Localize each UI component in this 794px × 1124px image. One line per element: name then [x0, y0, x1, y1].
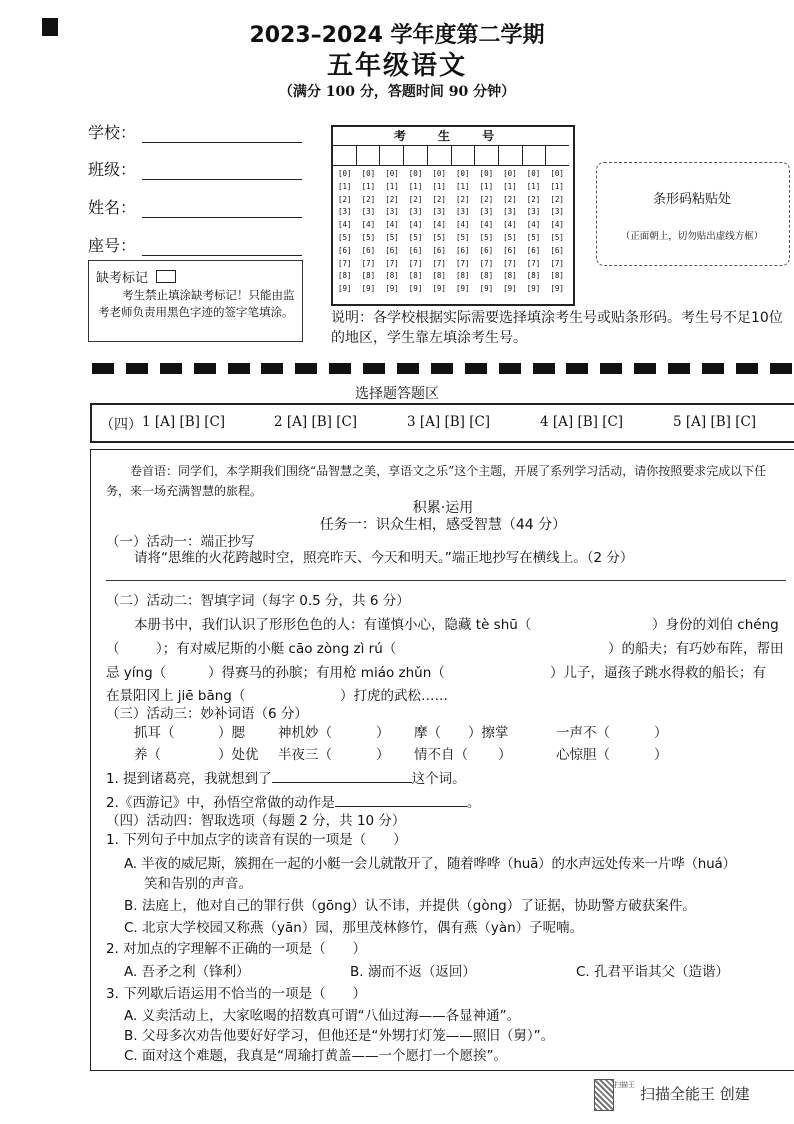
act4-q3-option-a: A. 义卖活动上，大家吆喝的招数真可谓“八仙过海——各显神通”。	[124, 1008, 521, 1024]
digit-bubble[interactable]: [8]	[503, 271, 517, 281]
task-title: 任务一：识众生相，感受智慧（44 分）	[319, 517, 567, 533]
digit-bubble[interactable]: [9]	[408, 284, 423, 294]
digit-bubble[interactable]: [7]	[526, 258, 541, 268]
digit-bubble[interactable]: [1]	[526, 181, 541, 191]
idiom-7a: 情不自（	[414, 747, 468, 763]
activity-3-title: （三）活动三：妙补词语（6 分）	[106, 706, 308, 722]
act3-question-2	[106, 791, 480, 811]
idiom-2a: 神机妙（	[278, 725, 332, 741]
idiom-4b: ）	[654, 725, 668, 741]
activity-2-line-3c: ）儿子，逼孩子跳水得救的船长；有	[550, 665, 766, 681]
digit-write-cell[interactable]	[452, 146, 476, 166]
digit-bubble[interactable]: [4]	[408, 220, 423, 230]
activity-2-line-1b: ）身份的刘伯 chéng	[652, 617, 779, 633]
student-number-bubble-grid	[333, 168, 569, 296]
class-label: 班级：	[88, 160, 137, 179]
digit-bubble[interactable]: [8]	[408, 271, 423, 281]
activity-2-title: （二）活动二：智填字词（每字 0.5 分，共 6 分）	[106, 593, 410, 609]
activity-2-line-2a: （	[106, 641, 120, 657]
digit-bubble[interactable]: [3]	[503, 207, 517, 217]
digit-bubble[interactable]: [2]	[550, 194, 564, 204]
absent-mark-text: 考生禁止填涂缺考标记！只能由监考老师负责用黑色字迹的签字笔填涂。	[98, 288, 295, 319]
digit-bubble[interactable]: [8]	[432, 271, 446, 281]
act4-q1: 1. 下列句子中加点字的读音有误的一项是（ ）	[106, 832, 407, 848]
digit-bubble[interactable]: [3]	[455, 207, 470, 217]
digit-bubble[interactable]: [2]	[526, 194, 541, 204]
selection-area-title: 选择题答题区	[355, 386, 439, 402]
absent-mark-title	[96, 267, 176, 286]
digit-bubble[interactable]: [4]	[550, 220, 564, 230]
selection-section-label: （四）	[100, 417, 142, 433]
barcode-note: （正面朝上，切勿贴出虚线方框）	[620, 231, 764, 242]
digit-bubble[interactable]: [0]	[338, 169, 352, 178]
act4-q3-option-b: B. 父母多次劝告他要好好学习，但他还是“外甥打灯笼——照旧（舅）”。	[124, 1028, 555, 1044]
class-line[interactable]	[142, 165, 302, 180]
idiom-6b: ）	[376, 747, 390, 763]
exam-info: （满分 100 分，答题时间 90 分钟）	[278, 84, 516, 100]
digit-bubble[interactable]: [6]	[385, 245, 399, 255]
digit-bubble[interactable]: [4]	[361, 220, 376, 230]
activity-2-line-4b: ）打虎的武松……	[340, 688, 448, 704]
digit-bubble[interactable]: [5]	[408, 232, 423, 242]
digit-bubble[interactable]: [8]	[361, 271, 376, 281]
digit-bubble[interactable]: [7]	[338, 258, 352, 268]
digit-bubble[interactable]: [4]	[526, 220, 541, 230]
digit-write-cell[interactable]	[357, 146, 381, 166]
seat-line[interactable]	[142, 241, 302, 256]
digit-write-cell[interactable]	[475, 146, 499, 166]
digit-bubble[interactable]: [9]	[550, 284, 564, 294]
digit-bubble[interactable]: [6]	[408, 245, 423, 255]
activity-4-title: （四）活动四：智取选项（每题 2 分，共 10 分）	[106, 813, 406, 829]
idiom-5a: 养（	[134, 747, 161, 763]
digit-bubble[interactable]: [5]	[550, 232, 564, 242]
digit-bubble[interactable]: [2]	[479, 194, 494, 204]
digit-bubble[interactable]: [4]	[479, 220, 494, 230]
barcode-title: 条形码粘贴处	[652, 192, 731, 207]
digit-bubble[interactable]: [5]	[455, 232, 470, 242]
digit-bubble[interactable]: [1]	[455, 181, 470, 191]
act3-q1-text: 1. 提到诸葛亮，我就想到了	[106, 771, 272, 787]
digit-bubble[interactable]: [7]	[385, 258, 399, 268]
digit-bubble[interactable]: [6]	[550, 245, 564, 255]
student-number-column	[545, 168, 569, 296]
answer-row-4[interactable]: 4 [A] [B] [C]	[540, 414, 624, 430]
student-number-column	[522, 168, 546, 296]
exam-subject-title: 五年级语文	[326, 51, 467, 81]
act3-q1-end: 这个词。	[411, 771, 466, 787]
digit-bubble[interactable]: [5]	[526, 232, 541, 242]
act4-q2: 2. 对加点的字理解不正确的一项是（ ）	[106, 941, 367, 957]
act4-q1-option-c: C. 北京大学校园又称燕（yān）园，那里茂林修竹，偶有燕（yàn）子呢喃。	[124, 920, 584, 936]
digit-bubble[interactable]: [9]	[338, 284, 352, 294]
digit-write-cell[interactable]	[523, 146, 547, 166]
digit-bubble[interactable]: [5]	[479, 232, 494, 242]
digit-bubble[interactable]: [4]	[455, 220, 470, 230]
school-field[interactable]	[88, 120, 302, 143]
digit-write-cell[interactable]	[404, 146, 428, 166]
preface-text: 卷首语：同学们，本学期我们围绕“品智慧之美，享语文之乐”这个主题，开展了系列学习活动，请你按照要求完成以下任务，来一场充满智慧的旅程。	[106, 464, 767, 498]
activity-2-line-2c: ）的船夫；有巧妙布阵，帮田	[608, 641, 784, 657]
act3-q2-end: 。	[466, 795, 481, 811]
digit-bubble[interactable]: [8]	[385, 271, 399, 281]
digit-bubble[interactable]: [0]	[550, 169, 564, 178]
digit-write-cell[interactable]	[333, 146, 357, 166]
digit-write-cell[interactable]	[546, 146, 569, 166]
digit-bubble[interactable]: [0]	[503, 169, 517, 178]
digit-bubble[interactable]: [0]	[526, 169, 541, 178]
school-line[interactable]	[142, 128, 302, 143]
digit-bubble[interactable]: [7]	[455, 258, 470, 268]
digit-bubble[interactable]: [2]	[361, 194, 376, 204]
idiom-1b: ）腮	[218, 725, 245, 741]
act4-q3-option-c: C. 面对这个难题，我真是“周瑜打黄盖——一个愿打一个愿挨”。	[124, 1048, 507, 1064]
digit-bubble[interactable]: [9]	[526, 284, 541, 294]
digit-bubble[interactable]: [8]	[526, 271, 541, 281]
digit-bubble[interactable]: [6]	[455, 245, 470, 255]
activity-2-line-2b: ）；有对威尼斯的小艇 cāo zòng zì rú（	[156, 641, 397, 657]
digit-bubble[interactable]: [0]	[408, 169, 423, 178]
answer-row-3[interactable]: 3 [A] [B] [C]	[407, 414, 491, 430]
idiom-5b: ）处优	[218, 747, 259, 763]
cut-line	[92, 363, 792, 375]
answer-row-2[interactable]: 2 [A] [B] [C]	[274, 414, 358, 430]
scanner-qr-icon	[594, 1079, 614, 1111]
digit-bubble[interactable]: [6]	[479, 245, 494, 255]
digit-bubble[interactable]: [0]	[385, 169, 399, 178]
digit-bubble[interactable]: [7]	[432, 258, 446, 268]
act3-q2-blank[interactable]	[335, 794, 467, 807]
act3-q1-blank[interactable]	[272, 770, 412, 783]
answer-row-5[interactable]: 5 [A] [B] [C]	[673, 414, 757, 430]
act3-question-1	[106, 767, 466, 787]
name-field[interactable]	[88, 195, 302, 218]
idiom-8b: ）	[654, 747, 668, 763]
digit-bubble[interactable]: [2]	[503, 194, 517, 204]
digit-bubble[interactable]: [1]	[503, 181, 517, 191]
digit-bubble[interactable]: [9]	[455, 284, 470, 294]
digit-bubble[interactable]: [8]	[338, 271, 352, 281]
digit-bubble[interactable]: [1]	[550, 181, 564, 191]
digit-bubble[interactable]: [6]	[338, 245, 352, 255]
digit-bubble[interactable]: [8]	[455, 271, 470, 281]
digit-bubble[interactable]: [6]	[526, 245, 541, 255]
instructions-note: 说明：各学校根据实际需要选择填涂考生号或贴条形码。考生号不足10位的地区，学生靠左填涂考生号。	[331, 310, 783, 346]
digit-bubble[interactable]: [3]	[479, 207, 494, 217]
idiom-7b: ）	[498, 747, 512, 763]
student-number-column	[333, 168, 357, 296]
digit-bubble[interactable]: [9]	[503, 284, 517, 294]
idiom-3a: 摩（	[414, 725, 441, 741]
act4-q3: 3. 下列歇后语运用不恰当的一项是（ ）	[106, 986, 367, 1002]
digit-bubble[interactable]: [3]	[408, 207, 423, 217]
digit-bubble[interactable]: [9]	[385, 284, 399, 294]
digit-bubble[interactable]: [7]	[550, 258, 564, 268]
activity-2-line-3a: 忌 yíng（	[106, 665, 167, 681]
section-title: 积累·运用	[412, 500, 474, 516]
digit-bubble[interactable]: [1]	[361, 181, 376, 191]
scanner-watermark: 扫描全能王 创建	[640, 1085, 750, 1103]
digit-bubble[interactable]: [5]	[338, 232, 352, 242]
activity-1-text: 请将“思维的火花跨越时空，照亮昨天、今天和明天。”端正地抄写在横线上。（2 分）	[134, 550, 634, 566]
act4-q2-option-c: C. 孔君平诣其父（造谐）	[576, 964, 730, 980]
copy-line[interactable]	[106, 580, 786, 581]
digit-bubble[interactable]: [5]	[361, 232, 376, 242]
digit-bubble[interactable]: [1]	[408, 181, 423, 191]
student-number-column	[498, 168, 522, 296]
absent-mark-label: 缺考标记	[96, 271, 149, 286]
digit-bubble[interactable]: [0]	[479, 169, 494, 178]
digit-bubble[interactable]: [4]	[503, 220, 517, 230]
digit-bubble[interactable]: [3]	[361, 207, 376, 217]
digit-bubble[interactable]: [7]	[408, 258, 423, 268]
digit-bubble[interactable]: [2]	[432, 194, 446, 204]
digit-bubble[interactable]: [3]	[432, 207, 446, 217]
name-line[interactable]	[142, 203, 302, 218]
idiom-1a: 抓耳（	[134, 725, 175, 741]
idiom-8a: 心惊胆（	[556, 747, 610, 763]
digit-bubble[interactable]: [6]	[432, 245, 446, 255]
digit-bubble[interactable]: [2]	[338, 194, 352, 204]
digit-bubble[interactable]: [0]	[432, 169, 446, 178]
digit-bubble[interactable]: [1]	[338, 181, 352, 191]
activity-1-title: （一）活动一：端正抄写	[106, 534, 255, 550]
digit-bubble[interactable]: [2]	[455, 194, 470, 204]
idiom-4a: 一声不（	[556, 725, 610, 741]
digit-bubble[interactable]: [5]	[385, 232, 399, 242]
digit-bubble[interactable]: [7]	[479, 258, 494, 268]
digit-bubble[interactable]: [3]	[385, 207, 399, 217]
act4-q1-option-a: A. 半夜的威尼斯，簇拥在一起的小艇一会儿就散开了，随着哗哗（huā）的水声远处传来一片哗（huá）	[124, 856, 736, 872]
act4-q2-option-a: A. 吾矛之利（锋利）	[124, 964, 250, 980]
seat-label: 座号：	[88, 236, 137, 255]
idiom-6a: 半夜三（	[278, 747, 332, 763]
digit-bubble[interactable]: [0]	[361, 169, 376, 178]
digit-bubble[interactable]: [6]	[361, 245, 376, 255]
digit-bubble[interactable]: [5]	[432, 232, 446, 242]
digit-bubble[interactable]: [4]	[432, 220, 446, 230]
digit-bubble[interactable]: [9]	[479, 284, 494, 294]
exam-year-title: 2023–2024 学年度第二学期	[249, 23, 545, 48]
seat-field[interactable]	[88, 233, 302, 256]
digit-bubble[interactable]: [1]	[432, 181, 446, 191]
answer-row-1[interactable]: 1 [A] [B] [C]	[142, 414, 226, 430]
act4-q2-option-b: B. 溺而不返（返回）	[350, 964, 476, 980]
digit-bubble[interactable]: [8]	[550, 271, 564, 281]
activity-2-line-4a: 在景阳冈上 jiē bāng（	[106, 688, 246, 704]
digit-bubble[interactable]: [2]	[408, 194, 423, 204]
student-number-column	[380, 168, 404, 296]
digit-bubble[interactable]: [5]	[503, 232, 517, 242]
digit-bubble[interactable]: [9]	[432, 284, 446, 294]
activity-2-line-3b: ）得赛马的孙膑；有用枪 miáo zhǔn（	[208, 665, 445, 681]
activity-2-line-1a: 本册书中，我们认识了形形色色的人：有谨慎小心，隐藏 tè shū（	[134, 617, 532, 633]
digit-bubble[interactable]: [2]	[385, 194, 399, 204]
digit-bubble[interactable]: [9]	[361, 284, 376, 294]
barcode-area	[596, 162, 790, 266]
digit-bubble[interactable]: [8]	[479, 271, 494, 281]
class-field[interactable]	[88, 157, 302, 180]
digit-bubble[interactable]: [1]	[385, 181, 399, 191]
student-number-header: 考 生 号	[333, 127, 569, 146]
student-number-column	[404, 168, 428, 296]
digit-bubble[interactable]: [6]	[503, 245, 517, 255]
digit-bubble[interactable]: [0]	[455, 169, 470, 178]
scanner-logo: 扫描王	[614, 1081, 635, 1089]
act4-q1-option-b: B. 法庭上，他对自己的罪行供（gōng）认不讳，并提供（gòng）了证据，协助警方破获案件。	[124, 898, 696, 914]
student-number-column	[475, 168, 499, 296]
digit-write-cell[interactable]	[380, 146, 404, 166]
student-number-write-row[interactable]	[333, 146, 569, 166]
act3-q2-text: 2.《西游记》中，孙悟空常做的动作是	[106, 795, 335, 811]
digit-bubble[interactable]: [3]	[550, 207, 564, 217]
absent-checkbox[interactable]	[156, 270, 176, 283]
digit-bubble[interactable]: [7]	[503, 258, 517, 268]
digit-write-cell[interactable]	[499, 146, 523, 166]
digit-bubble[interactable]: [3]	[526, 207, 541, 217]
idiom-2b: ）	[376, 725, 390, 741]
student-number-column	[427, 168, 451, 296]
digit-bubble[interactable]: [1]	[479, 181, 494, 191]
school-label: 学校：	[88, 123, 137, 142]
idiom-3b: ）擦掌	[468, 725, 509, 741]
student-number-column	[451, 168, 475, 296]
digit-bubble[interactable]: [4]	[338, 220, 352, 230]
name-label: 姓名：	[88, 198, 137, 217]
student-number-column	[357, 168, 381, 296]
digit-write-cell[interactable]	[428, 146, 452, 166]
digit-bubble[interactable]: [7]	[361, 258, 376, 268]
digit-bubble[interactable]: [4]	[385, 220, 399, 230]
digit-bubble[interactable]: [3]	[338, 207, 352, 217]
act4-q1-option-a-cont: 笑和告别的声音。	[144, 876, 252, 892]
